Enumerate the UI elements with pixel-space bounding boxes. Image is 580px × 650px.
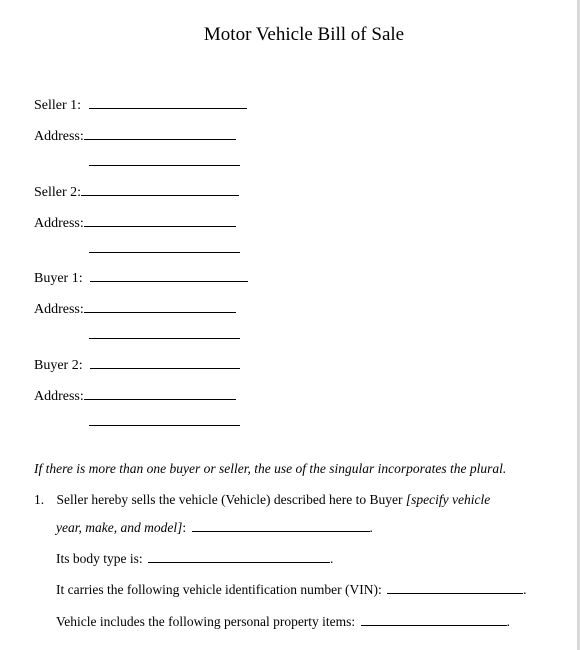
seller-1-label: Seller 1: — [34, 98, 82, 113]
seller-2-address-label: Address: — [34, 216, 84, 231]
document-title: Motor Vehicle Bill of Sale — [203, 24, 405, 45]
buyer-1-label: Buyer 1: — [34, 271, 83, 286]
buyer-2-label: Buyer 2: — [34, 358, 83, 373]
clause-1-line-1 — [34, 492, 490, 508]
property-label: Vehicle includes the following personal property items: — [56, 614, 356, 629]
seller-1-row — [34, 95, 247, 114]
buyer-1-blank[interactable] — [90, 268, 248, 282]
body-type-label: Its body type is: — [56, 551, 143, 566]
buyer-2-address-row — [34, 386, 236, 405]
buyer-1-address-line-2[interactable] — [89, 338, 240, 339]
vin-blank[interactable] — [387, 580, 523, 594]
seller-1-address-label: Address: — [34, 129, 84, 144]
clause-1-period: . — [369, 520, 373, 535]
body-type-blank[interactable] — [148, 549, 330, 563]
seller-2-label: Seller 2: — [34, 185, 82, 200]
clause-1-specify: [specify vehicle — [405, 492, 491, 507]
vin-label: It carries the following vehicle identification number (VIN): — [56, 582, 382, 597]
seller-1-blank[interactable] — [89, 95, 247, 109]
property-period: . — [506, 614, 510, 629]
buyer-2-address-line-2[interactable] — [89, 425, 240, 426]
clause-1-specify-cont: year, make, and model] — [56, 520, 183, 535]
vin-period: . — [523, 582, 527, 597]
buyer-2-row — [34, 355, 240, 374]
buyer-1-address-blank[interactable] — [84, 299, 236, 313]
seller-2-blank[interactable] — [81, 182, 239, 196]
seller-1-address-row — [34, 126, 236, 145]
vehicle-description-blank[interactable] — [192, 518, 370, 532]
body-type-row — [56, 549, 333, 567]
seller-2-row — [34, 182, 239, 201]
vin-row — [56, 580, 527, 598]
seller-1-address-line-2[interactable] — [89, 165, 240, 166]
seller-2-address-blank[interactable] — [84, 213, 236, 227]
clause-1-colon: : — [182, 520, 187, 535]
property-row — [56, 612, 510, 630]
buyer-1-address-label: Address: — [34, 302, 84, 317]
buyer-2-address-label: Address: — [34, 389, 84, 404]
seller-2-address-row — [34, 213, 236, 232]
clause-1-line-2 — [56, 518, 373, 536]
seller-1-address-blank[interactable] — [84, 126, 236, 140]
buyer-1-address-row — [34, 299, 236, 318]
property-blank[interactable] — [361, 612, 507, 626]
clause-1-number: 1. — [34, 492, 45, 507]
buyer-2-blank[interactable] — [90, 355, 240, 369]
buyer-1-row — [34, 268, 248, 287]
plural-note: If there is more than one buyer or seller, the use of the singular incorporates the plural. — [34, 461, 507, 476]
clause-1-text: Seller hereby sells the vehicle (Vehicle) described here to Buyer — [56, 492, 403, 507]
seller-2-address-line-2[interactable] — [89, 252, 240, 253]
buyer-2-address-blank[interactable] — [84, 386, 236, 400]
body-type-period: . — [330, 551, 334, 566]
